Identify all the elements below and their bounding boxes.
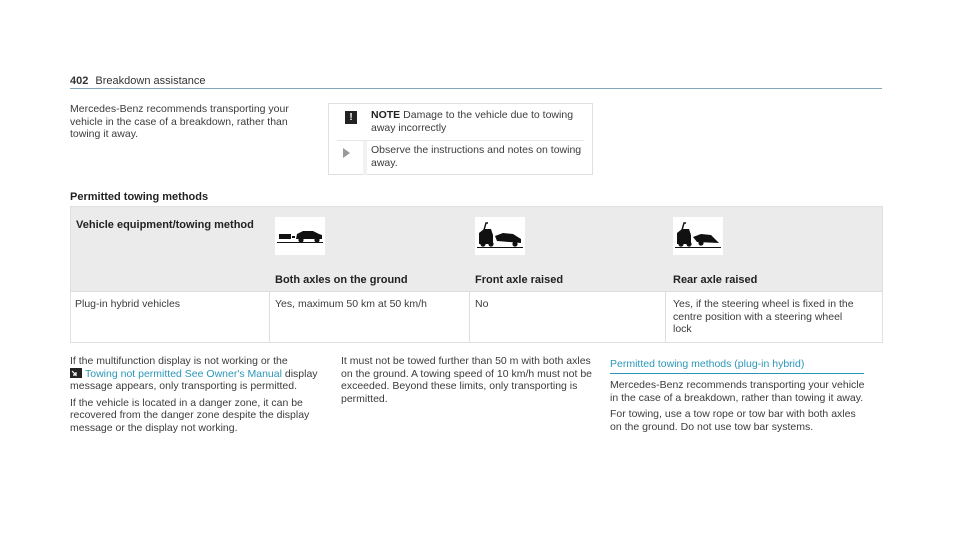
display-text-post: display message appears, only transporting is permitted.	[70, 367, 318, 393]
column-right	[610, 379, 865, 437]
cell-vehicle: Plug-in hybrid vehicles	[75, 298, 181, 310]
table-col-line	[269, 291, 270, 343]
towing-warning-icon	[70, 368, 82, 378]
towing-methods-table	[70, 206, 883, 343]
page-header	[70, 75, 205, 88]
header-cell-both-axles	[273, 207, 473, 291]
note-label: NOTE	[371, 109, 401, 121]
table-divider	[71, 291, 882, 292]
intro-paragraph: Mercedes-Benz recommends transporting your vehicle in the case of a breakdown, rather than towing it away.	[70, 103, 289, 141]
paragraph-display	[70, 355, 325, 393]
note-instruction: Observe the instructions and notes on towing away.	[371, 144, 582, 169]
header-cell-front-axle	[473, 207, 671, 291]
display-message-link[interactable]: Towing not permitted See Owner's Manual	[85, 367, 282, 380]
table-col-line	[469, 291, 470, 343]
cell-front-axle: No	[475, 298, 489, 310]
permitted-towing-heading: Permitted towing methods	[70, 191, 209, 203]
header-front-axle: Front axle raised	[475, 274, 564, 286]
paragraph-recommend: Mercedes-Benz recommends transporting your vehicle in the case of a breakdown, rather than towing it away.	[610, 379, 865, 404]
instruction-bar	[363, 141, 367, 175]
header-both-axles: Both axles on the ground	[275, 274, 408, 286]
plug-in-hybrid-heading: Permitted towing methods (plug-in hybrid)	[610, 358, 864, 374]
note-title: Damage to the vehicle due to towing away incorrectly	[371, 109, 574, 134]
front-axle-raised-icon	[475, 217, 525, 255]
table-header	[71, 207, 882, 291]
section-title: Breakdown assistance	[95, 75, 206, 87]
page-number: 402	[70, 75, 89, 87]
paragraph-danger-zone: If the vehicle is located in a danger zone, it can be recovered from the danger zone despite the display message or the display not working.	[70, 396, 310, 434]
note-instruction-row	[329, 141, 592, 175]
header-rear-axle: Rear axle raised	[673, 274, 758, 286]
header-cell-rear-axle	[671, 207, 882, 291]
both-axles-car-icon	[275, 217, 325, 255]
table-col-line	[665, 291, 666, 343]
exclamation-icon: !	[345, 111, 357, 124]
column-middle	[341, 355, 596, 409]
header-vehicle-equipment: Vehicle equipment/towing method	[76, 219, 254, 231]
cell-both-axles: Yes, maximum 50 km at 50 km/h	[275, 298, 427, 310]
header-rule	[70, 88, 882, 89]
header-cell-vehicle	[71, 207, 271, 291]
note-text	[371, 109, 586, 134]
paragraph-tow-rope: For towing, use a tow rope or tow bar with both axles on the ground. Do not use tow bar systems.	[610, 408, 856, 433]
column-left	[70, 355, 325, 439]
note-box	[328, 103, 593, 175]
note-header	[329, 104, 592, 140]
cell-rear-axle: Yes, if the steering wheel is fixed in the centre position with a steering wheel lock	[673, 298, 854, 336]
paragraph-tow-limits: It must not be towed further than 50 m with both axles on the ground. A towing speed of 10 km/h must not be exceeded. Beyond these limits, only transporting is permitted.	[341, 355, 593, 405]
play-arrow-icon	[343, 148, 350, 158]
display-text-pre: If the multifunction display is not working or the	[70, 355, 288, 367]
rear-axle-raised-icon	[673, 217, 723, 255]
